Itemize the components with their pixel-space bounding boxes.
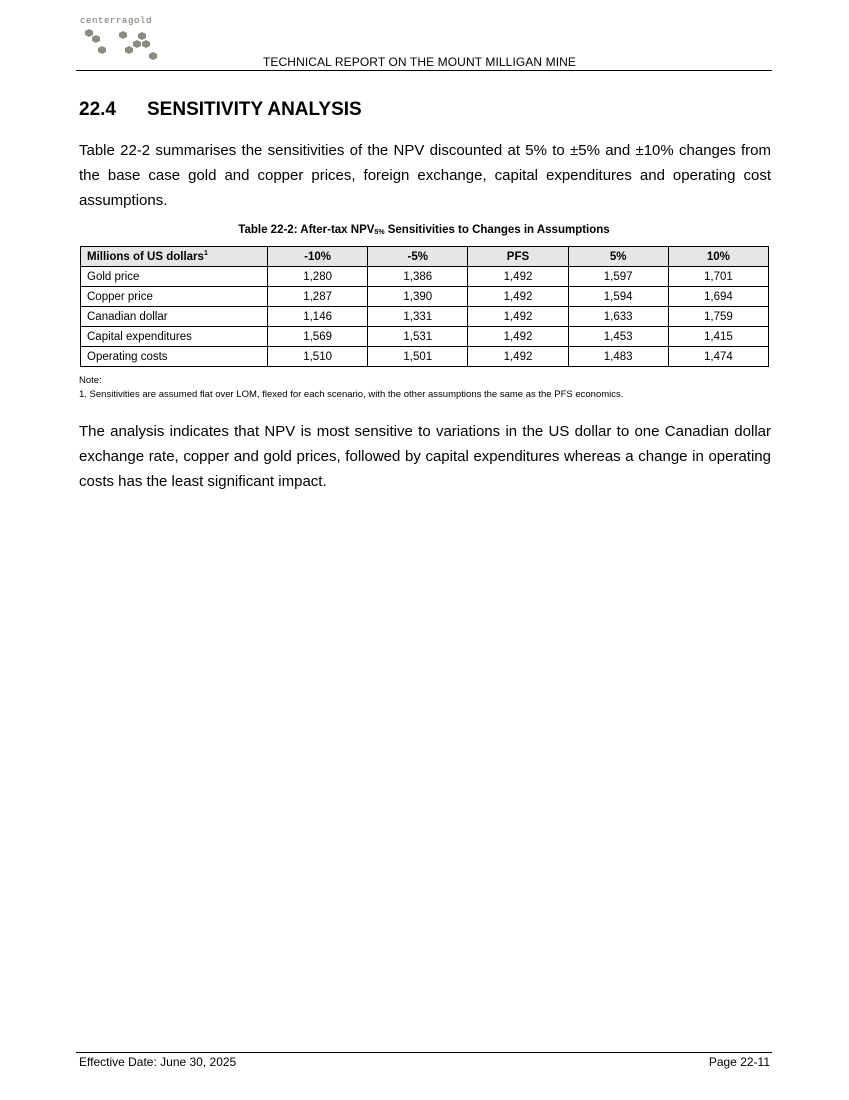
table-cell: 1,759 — [668, 307, 768, 327]
column-header: 10% — [668, 247, 768, 267]
table-cell: 1,510 — [268, 347, 368, 367]
column-header: PFS — [468, 247, 568, 267]
table-cell: 1,569 — [268, 327, 368, 347]
table-cell: 1,694 — [668, 287, 768, 307]
table-cell: 1,390 — [368, 287, 468, 307]
column-header: 5% — [568, 247, 668, 267]
table-cell: 1,492 — [468, 267, 568, 287]
company-logo — [80, 14, 170, 64]
table-caption — [79, 224, 769, 236]
intro-paragraph: Table 22-2 summarises the sensitivities of the NPV discounted at 5% to ±5% and ±10% changes from the base case gold and copper prices, foreign exchange, capital expenditures and operating cost assumptions. — [79, 142, 771, 209]
table-cell: 1,483 — [568, 347, 668, 367]
table-cell: 1,146 — [268, 307, 368, 327]
table-cell: 1,492 — [468, 287, 568, 307]
table-cell: 1,453 — [568, 327, 668, 347]
table-row — [81, 347, 769, 367]
section-heading — [79, 99, 362, 121]
logo-wordmark: centerragold — [80, 16, 153, 26]
column-header: -5% — [368, 247, 468, 267]
footnote-marker: 1 — [203, 250, 208, 258]
analysis-paragraph: The analysis indicates that NPV is most sensitive to variations in the US dollar to one Canadian dollar exchange rate, copper and gold prices, followed by capital expenditures whereas a change in operating costs has the least significant impact. — [79, 423, 771, 490]
table-cell: 1,415 — [668, 327, 768, 347]
table-cell: 1,287 — [268, 287, 368, 307]
table-row — [81, 327, 769, 347]
table-cell: 1,492 — [468, 327, 568, 347]
row-label: Gold price — [81, 267, 268, 287]
table-cell: 1,531 — [368, 327, 468, 347]
table-cell: 1,594 — [568, 287, 668, 307]
table-row — [81, 267, 769, 287]
row-label: Capital expenditures — [81, 327, 268, 347]
page-number: Page 22-11 — [708, 1055, 770, 1069]
sensitivity-table — [80, 246, 769, 367]
table-cell: 1,597 — [568, 267, 668, 287]
table-cell: 1,501 — [368, 347, 468, 367]
table-cell: 1,492 — [468, 307, 568, 327]
table-cell: 1,280 — [268, 267, 368, 287]
caption-subscript: 5% — [374, 229, 385, 236]
row-label: Operating costs — [81, 347, 268, 367]
row-label: Copper price — [81, 287, 268, 307]
table-cell: 1,633 — [568, 307, 668, 327]
table-cell: 1,386 — [368, 267, 468, 287]
table-cell: 1,492 — [468, 347, 568, 367]
hexagon-cluster-icon — [80, 26, 160, 62]
caption-prefix: Table 22-2: After-tax NPV — [238, 224, 375, 236]
caption-suffix: Sensitivities to Changes in Assumptions — [384, 224, 610, 236]
section-number: 22.4 — [79, 99, 116, 120]
report-header-title: TECHNICAL REPORT ON THE MOUNT MILLIGAN MINE — [263, 55, 577, 69]
row-label: Canadian dollar — [81, 307, 268, 327]
column-header: -10% — [268, 247, 368, 267]
table-note-label: Note: — [79, 375, 102, 386]
table-cell: 1,331 — [368, 307, 468, 327]
footer-divider — [76, 1052, 772, 1053]
table-cell: 1,701 — [668, 267, 768, 287]
section-title: SENSITIVITY ANALYSIS — [147, 99, 362, 120]
table-cell: 1,474 — [668, 347, 768, 367]
table-row — [81, 307, 769, 327]
table-header-row — [81, 247, 769, 267]
effective-date: Effective Date: June 30, 2025 — [79, 1055, 237, 1069]
column-header-category: Millions of US dollars$^1$ — [81, 247, 268, 267]
table-row — [81, 287, 769, 307]
header-divider — [76, 70, 772, 71]
table-note-text: 1. Sensitivities are assumed flat over LOM, flexed for each scenario, with the other assumptions the same as the PFS economics. — [79, 389, 624, 400]
